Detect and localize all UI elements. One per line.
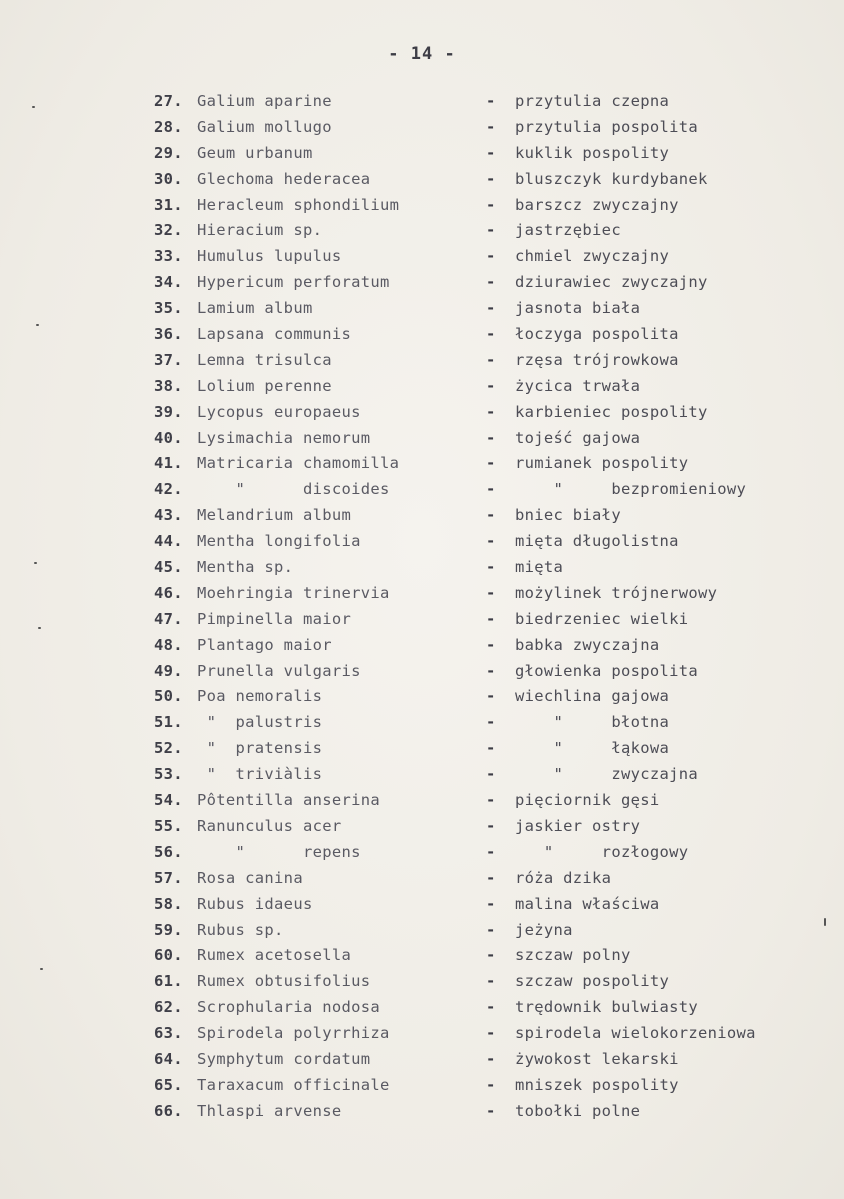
latin-name: Rumex acetosella bbox=[197, 946, 352, 965]
latin-name: Thlaspi arvense bbox=[197, 1101, 342, 1120]
list-item bbox=[0, 144, 844, 170]
polish-name: jaskier ostry bbox=[515, 816, 641, 835]
polish-name: " zwyczajna bbox=[515, 765, 699, 784]
separator-dash: - bbox=[486, 972, 496, 991]
entry-number: 53. bbox=[154, 765, 183, 784]
list-item bbox=[0, 662, 844, 688]
polish-name: chmiel zwyczajny bbox=[515, 247, 670, 266]
list-item bbox=[0, 351, 844, 377]
list-item bbox=[0, 869, 844, 895]
entry-number: 40. bbox=[154, 428, 183, 447]
entry-number: 59. bbox=[154, 920, 183, 939]
latin-name: Pôtentilla anserina bbox=[197, 791, 381, 810]
separator-dash: - bbox=[486, 532, 496, 551]
latin-name: Melandrium album bbox=[197, 506, 352, 525]
species-list bbox=[0, 92, 844, 1128]
latin-name: " discoides bbox=[197, 480, 390, 499]
separator-dash: - bbox=[486, 998, 496, 1017]
latin-name: Lycopus europaeus bbox=[197, 402, 361, 421]
polish-name: jastrzębiec bbox=[515, 221, 621, 240]
list-item bbox=[0, 584, 844, 610]
list-item bbox=[0, 273, 844, 299]
list-item bbox=[0, 765, 844, 791]
polish-name: barszcz zwyczajny bbox=[515, 195, 679, 214]
polish-name: przytulia czepna bbox=[515, 92, 670, 110]
polish-name: tobołki polne bbox=[515, 1101, 641, 1120]
latin-name: " palustris bbox=[197, 713, 323, 732]
entry-number: 41. bbox=[154, 454, 183, 473]
separator-dash: - bbox=[486, 195, 496, 214]
separator-dash: - bbox=[486, 428, 496, 447]
list-item bbox=[0, 506, 844, 532]
latin-name: Hypericum perforatum bbox=[197, 273, 390, 292]
separator-dash: - bbox=[486, 635, 496, 654]
latin-name: Taraxacum officinale bbox=[197, 1075, 390, 1094]
page-number: - 14 - bbox=[388, 44, 456, 64]
latin-name: Lysimachia nemorum bbox=[197, 428, 371, 447]
entry-number: 48. bbox=[154, 635, 183, 654]
entry-number: 28. bbox=[154, 117, 183, 136]
polish-name: karbieniec pospolity bbox=[515, 402, 708, 421]
entry-number: 64. bbox=[154, 1049, 183, 1068]
latin-name: Rosa canina bbox=[197, 868, 303, 887]
list-item bbox=[0, 221, 844, 247]
list-item bbox=[0, 299, 844, 325]
latin-name: Rubus idaeus bbox=[197, 894, 313, 913]
separator-dash: - bbox=[486, 739, 496, 758]
latin-name: Prunella vulgaris bbox=[197, 661, 361, 680]
list-item bbox=[0, 532, 844, 558]
scan-speck bbox=[34, 562, 37, 564]
entry-number: 32. bbox=[154, 221, 183, 240]
list-item bbox=[0, 817, 844, 843]
list-item bbox=[0, 1076, 844, 1102]
separator-dash: - bbox=[486, 661, 496, 680]
entry-number: 60. bbox=[154, 946, 183, 965]
entry-number: 57. bbox=[154, 868, 183, 887]
polish-name: spirodela wielokorzeniowa bbox=[515, 1024, 756, 1043]
separator-dash: - bbox=[486, 842, 496, 861]
separator-dash: - bbox=[486, 946, 496, 965]
separator-dash: - bbox=[486, 221, 496, 240]
separator-dash: - bbox=[486, 143, 496, 162]
entry-number: 52. bbox=[154, 739, 183, 758]
latin-name: Symphytum cordatum bbox=[197, 1049, 371, 1068]
polish-name: malina właściwa bbox=[515, 894, 660, 913]
polish-name: rzęsa trójrowkowa bbox=[515, 350, 679, 369]
polish-name: mięta bbox=[515, 558, 564, 577]
entry-number: 27. bbox=[154, 92, 183, 110]
latin-name: Ranunculus acer bbox=[197, 816, 342, 835]
list-item bbox=[0, 377, 844, 403]
separator-dash: - bbox=[486, 687, 496, 706]
latin-name: Galium mollugo bbox=[197, 117, 332, 136]
entry-number: 30. bbox=[154, 169, 183, 188]
polish-name: szczaw polny bbox=[515, 946, 631, 965]
latin-name: " triviàlis bbox=[197, 765, 323, 784]
separator-dash: - bbox=[486, 247, 496, 266]
list-item bbox=[0, 713, 844, 739]
polish-name: " łąkowa bbox=[515, 739, 670, 758]
separator-dash: - bbox=[486, 558, 496, 577]
polish-name: jasnota biała bbox=[515, 299, 641, 318]
list-item bbox=[0, 998, 844, 1024]
latin-name: Mentha sp. bbox=[197, 558, 294, 577]
entry-number: 44. bbox=[154, 532, 183, 551]
latin-name: Poa nemoralis bbox=[197, 687, 323, 706]
scan-speck bbox=[36, 324, 39, 326]
list-item bbox=[0, 921, 844, 947]
latin-name: Plantago maior bbox=[197, 635, 332, 654]
separator-dash: - bbox=[486, 92, 496, 110]
polish-name: mięta długolistna bbox=[515, 532, 679, 551]
separator-dash: - bbox=[486, 713, 496, 732]
scan-speck bbox=[32, 106, 35, 108]
separator-dash: - bbox=[486, 506, 496, 525]
entry-number: 54. bbox=[154, 791, 183, 810]
entry-number: 63. bbox=[154, 1024, 183, 1043]
scan-speck bbox=[824, 918, 826, 926]
entry-number: 56. bbox=[154, 842, 183, 861]
latin-name: Moehringia trinervia bbox=[197, 583, 390, 602]
separator-dash: - bbox=[486, 376, 496, 395]
polish-name: róża dzika bbox=[515, 868, 612, 887]
entry-number: 49. bbox=[154, 661, 183, 680]
separator-dash: - bbox=[486, 402, 496, 421]
polish-name: głowienka pospolita bbox=[515, 661, 699, 680]
entry-number: 34. bbox=[154, 273, 183, 292]
list-item bbox=[0, 92, 844, 118]
list-item bbox=[0, 1102, 844, 1128]
entry-number: 36. bbox=[154, 325, 183, 344]
list-item bbox=[0, 1024, 844, 1050]
entry-number: 33. bbox=[154, 247, 183, 266]
latin-name: " repens bbox=[197, 842, 361, 861]
latin-name: Galium aparine bbox=[197, 92, 332, 110]
separator-dash: - bbox=[486, 868, 496, 887]
polish-name: babka zwyczajna bbox=[515, 635, 660, 654]
entry-number: 43. bbox=[154, 506, 183, 525]
entry-number: 39. bbox=[154, 402, 183, 421]
latin-name: Glechoma hederacea bbox=[197, 169, 371, 188]
latin-name: Lapsana communis bbox=[197, 325, 352, 344]
list-item bbox=[0, 558, 844, 584]
list-item bbox=[0, 170, 844, 196]
polish-name: bniec biały bbox=[515, 506, 621, 525]
list-item bbox=[0, 480, 844, 506]
latin-name: Heracleum sphondilium bbox=[197, 195, 400, 214]
list-item bbox=[0, 429, 844, 455]
separator-dash: - bbox=[486, 920, 496, 939]
polish-name: " rozłogowy bbox=[515, 842, 689, 861]
polish-name: życica trwała bbox=[515, 376, 641, 395]
entry-number: 66. bbox=[154, 1101, 183, 1120]
polish-name: jeżyna bbox=[515, 920, 573, 939]
separator-dash: - bbox=[486, 765, 496, 784]
entry-number: 45. bbox=[154, 558, 183, 577]
separator-dash: - bbox=[486, 350, 496, 369]
latin-name: Humulus lupulus bbox=[197, 247, 342, 266]
entry-number: 62. bbox=[154, 998, 183, 1017]
list-item bbox=[0, 946, 844, 972]
separator-dash: - bbox=[486, 894, 496, 913]
separator-dash: - bbox=[486, 1101, 496, 1120]
polish-name: łoczyga pospolita bbox=[515, 325, 679, 344]
list-item bbox=[0, 636, 844, 662]
list-item bbox=[0, 739, 844, 765]
polish-name: wiechlina gajowa bbox=[515, 687, 670, 706]
entry-number: 55. bbox=[154, 816, 183, 835]
polish-name: możylinek trójnerwowy bbox=[515, 583, 718, 602]
latin-name: Lamium album bbox=[197, 299, 313, 318]
polish-name: dziurawiec zwyczajny bbox=[515, 273, 708, 292]
polish-name: przytulia pospolita bbox=[515, 117, 699, 136]
separator-dash: - bbox=[486, 1075, 496, 1094]
polish-name: kuklik pospolity bbox=[515, 143, 670, 162]
separator-dash: - bbox=[486, 454, 496, 473]
separator-dash: - bbox=[486, 609, 496, 628]
separator-dash: - bbox=[486, 117, 496, 136]
list-item bbox=[0, 895, 844, 921]
list-item bbox=[0, 687, 844, 713]
polish-name: żywokost lekarski bbox=[515, 1049, 679, 1068]
entry-number: 61. bbox=[154, 972, 183, 991]
entry-number: 50. bbox=[154, 687, 183, 706]
latin-name: Pimpinella maior bbox=[197, 609, 352, 628]
separator-dash: - bbox=[486, 325, 496, 344]
list-item bbox=[0, 1050, 844, 1076]
scan-speck bbox=[38, 627, 41, 629]
latin-name: Lemna trisulca bbox=[197, 350, 332, 369]
latin-name: Lolium perenne bbox=[197, 376, 332, 395]
scan-speck bbox=[40, 968, 43, 970]
polish-name: " błotna bbox=[515, 713, 670, 732]
separator-dash: - bbox=[486, 169, 496, 188]
latin-name: " pratensis bbox=[197, 739, 323, 758]
latin-name: Mentha longifolia bbox=[197, 532, 361, 551]
entry-number: 46. bbox=[154, 583, 183, 602]
separator-dash: - bbox=[486, 1024, 496, 1043]
separator-dash: - bbox=[486, 816, 496, 835]
entry-number: 51. bbox=[154, 713, 183, 732]
entry-number: 47. bbox=[154, 609, 183, 628]
polish-name: mniszek pospolity bbox=[515, 1075, 679, 1094]
polish-name: bluszczyk kurdybanek bbox=[515, 169, 708, 188]
list-item bbox=[0, 843, 844, 869]
latin-name: Spirodela polyrrhiza bbox=[197, 1024, 390, 1043]
entry-number: 58. bbox=[154, 894, 183, 913]
list-item bbox=[0, 118, 844, 144]
separator-dash: - bbox=[486, 583, 496, 602]
polish-name: " bezpromieniowy bbox=[515, 480, 747, 499]
entry-number: 65. bbox=[154, 1075, 183, 1094]
polish-name: trędownik bulwiasty bbox=[515, 998, 699, 1017]
separator-dash: - bbox=[486, 480, 496, 499]
polish-name: biedrzeniec wielki bbox=[515, 609, 689, 628]
list-item bbox=[0, 454, 844, 480]
polish-name: rumianek pospolity bbox=[515, 454, 689, 473]
list-item bbox=[0, 403, 844, 429]
separator-dash: - bbox=[486, 273, 496, 292]
latin-name: Rubus sp. bbox=[197, 920, 284, 939]
entry-number: 31. bbox=[154, 195, 183, 214]
list-item bbox=[0, 972, 844, 998]
separator-dash: - bbox=[486, 1049, 496, 1068]
entry-number: 42. bbox=[154, 480, 183, 499]
list-item bbox=[0, 247, 844, 273]
entry-number: 38. bbox=[154, 376, 183, 395]
latin-name: Hieracium sp. bbox=[197, 221, 323, 240]
list-item bbox=[0, 791, 844, 817]
entry-number: 37. bbox=[154, 350, 183, 369]
latin-name: Rumex obtusifolius bbox=[197, 972, 371, 991]
latin-name: Geum urbanum bbox=[197, 143, 313, 162]
separator-dash: - bbox=[486, 791, 496, 810]
polish-name: tojeść gajowa bbox=[515, 428, 641, 447]
list-item bbox=[0, 196, 844, 222]
entry-number: 29. bbox=[154, 143, 183, 162]
polish-name: pięciornik gęsi bbox=[515, 791, 660, 810]
separator-dash: - bbox=[486, 299, 496, 318]
latin-name: Scrophularia nodosa bbox=[197, 998, 381, 1017]
polish-name: szczaw pospolity bbox=[515, 972, 670, 991]
list-item bbox=[0, 610, 844, 636]
entry-number: 35. bbox=[154, 299, 183, 318]
latin-name: Matricaria chamomilla bbox=[197, 454, 400, 473]
list-item bbox=[0, 325, 844, 351]
